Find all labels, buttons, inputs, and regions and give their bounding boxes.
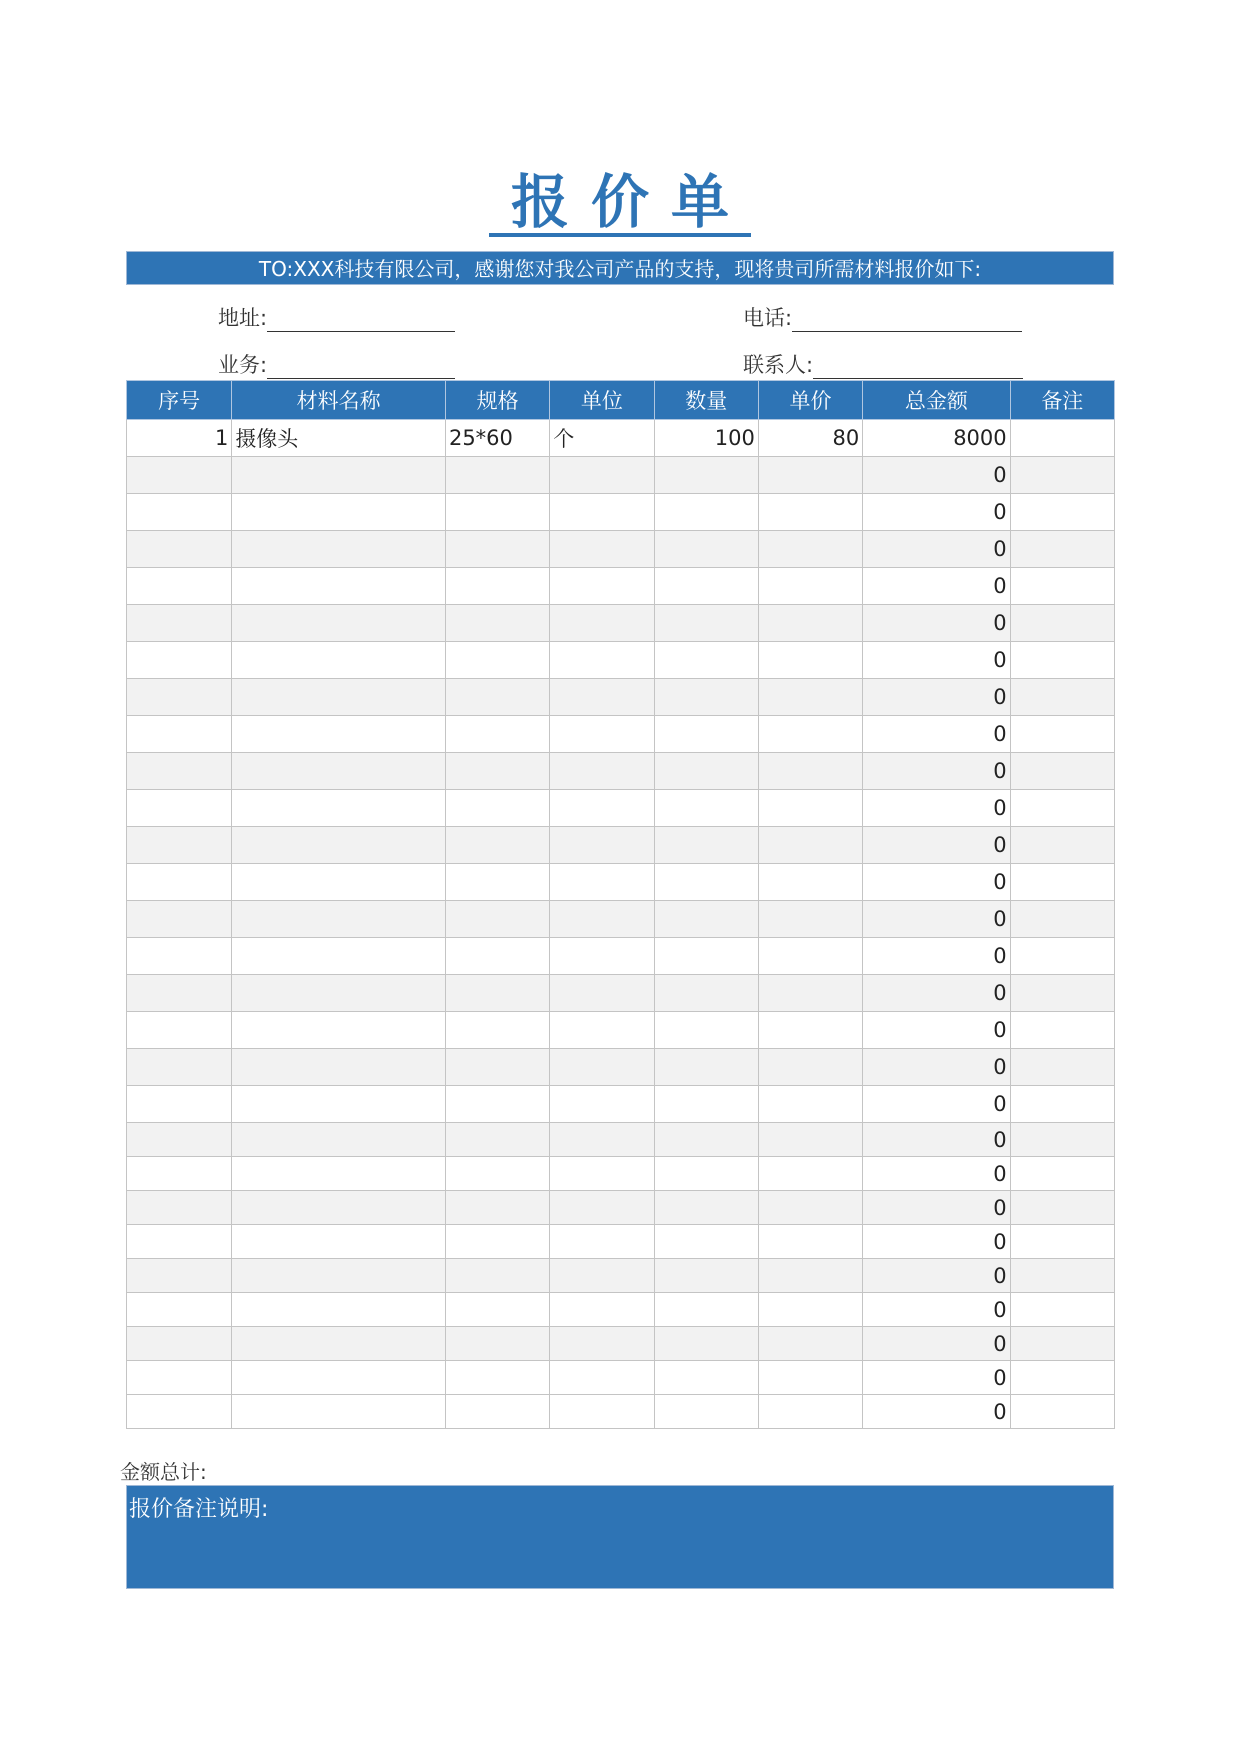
cell-spec[interactable] — [445, 1086, 549, 1123]
business-field[interactable] — [218, 349, 455, 379]
header-price: 单价 — [758, 381, 862, 420]
address-blank[interactable] — [267, 309, 455, 332]
table-row — [127, 1293, 1115, 1327]
cell-seq[interactable] — [127, 753, 232, 790]
table-row — [127, 1259, 1115, 1293]
cell-total[interactable]: 0 — [863, 531, 1010, 568]
cell-price[interactable] — [758, 716, 862, 753]
cell-seq[interactable] — [127, 716, 232, 753]
cell-name[interactable] — [232, 605, 446, 642]
cell-total[interactable]: 0 — [863, 457, 1010, 494]
table-row — [127, 753, 1115, 790]
cell-spec[interactable] — [445, 1361, 549, 1395]
cell-price[interactable] — [758, 1225, 862, 1259]
cell-qty[interactable] — [654, 1327, 758, 1361]
cell-name[interactable] — [232, 494, 446, 531]
cell-price[interactable] — [758, 864, 862, 901]
cell-unit[interactable] — [550, 1293, 654, 1327]
cell-unit[interactable] — [550, 827, 654, 864]
cell-qty[interactable] — [654, 1123, 758, 1157]
cell-spec[interactable] — [445, 827, 549, 864]
quote-notes-label: 报价备注说明: — [129, 1497, 269, 1522]
cell-spec[interactable] — [445, 457, 549, 494]
cell-seq[interactable] — [127, 1086, 232, 1123]
phone-label: 电话: — [743, 306, 793, 330]
cell-name[interactable] — [232, 568, 446, 605]
cell-note[interactable] — [1010, 1293, 1114, 1327]
cell-total[interactable]: 0 — [863, 864, 1010, 901]
cell-unit[interactable] — [550, 1049, 654, 1086]
cell-name[interactable] — [232, 975, 446, 1012]
cell-spec[interactable] — [445, 1191, 549, 1225]
cell-name[interactable] — [232, 716, 446, 753]
cell-name[interactable] — [232, 1225, 446, 1259]
cell-note[interactable] — [1010, 1225, 1114, 1259]
cell-spec[interactable] — [445, 975, 549, 1012]
cell-qty[interactable] — [654, 679, 758, 716]
table-row — [127, 1157, 1115, 1191]
cell-seq[interactable] — [127, 642, 232, 679]
cell-name[interactable] — [232, 642, 446, 679]
cell-unit[interactable] — [550, 1225, 654, 1259]
cell-name[interactable] — [232, 1259, 446, 1293]
table-row — [127, 568, 1115, 605]
cell-note[interactable] — [1010, 1049, 1114, 1086]
business-label: 业务: — [218, 353, 268, 377]
cell-note[interactable] — [1010, 864, 1114, 901]
cell-total[interactable]: 0 — [863, 679, 1010, 716]
cell-qty[interactable] — [654, 1086, 758, 1123]
cell-name[interactable] — [232, 1293, 446, 1327]
cell-seq[interactable] — [127, 1225, 232, 1259]
cell-name[interactable] — [232, 1361, 446, 1395]
cell-seq[interactable] — [127, 975, 232, 1012]
cell-spec[interactable] — [445, 864, 549, 901]
cell-seq[interactable] — [127, 1395, 232, 1429]
cell-spec[interactable] — [445, 1293, 549, 1327]
cell-price[interactable] — [758, 605, 862, 642]
cell-unit[interactable] — [550, 494, 654, 531]
cell-price[interactable] — [758, 790, 862, 827]
cell-qty[interactable] — [654, 642, 758, 679]
cell-unit[interactable] — [550, 716, 654, 753]
cell-note[interactable] — [1010, 827, 1114, 864]
cell-qty[interactable] — [654, 1012, 758, 1049]
cell-name[interactable] — [232, 679, 446, 716]
cell-note[interactable] — [1010, 1395, 1114, 1429]
cell-total[interactable]: 0 — [863, 1123, 1010, 1157]
cell-price[interactable] — [758, 494, 862, 531]
cell-spec[interactable] — [445, 1395, 549, 1429]
header-spec: 规格 — [445, 381, 549, 420]
cell-price[interactable] — [758, 1086, 862, 1123]
table-row — [127, 938, 1115, 975]
cell-note[interactable] — [1010, 457, 1114, 494]
cell-price[interactable] — [758, 753, 862, 790]
cell-seq[interactable] — [127, 1361, 232, 1395]
cell-note[interactable] — [1010, 901, 1114, 938]
table-row — [127, 605, 1115, 642]
cell-name[interactable] — [232, 1395, 446, 1429]
cell-name[interactable] — [232, 457, 446, 494]
cell-seq[interactable] — [127, 1012, 232, 1049]
quote-notes[interactable] — [126, 1485, 1114, 1589]
cell-qty[interactable] — [654, 1049, 758, 1086]
cell-qty[interactable] — [654, 1293, 758, 1327]
table-row — [127, 1049, 1115, 1086]
cell-total[interactable]: 0 — [863, 975, 1010, 1012]
cell-note[interactable] — [1010, 975, 1114, 1012]
cell-qty[interactable] — [654, 901, 758, 938]
cell-note[interactable] — [1010, 494, 1114, 531]
cell-total[interactable]: 0 — [863, 1157, 1010, 1191]
table-row — [127, 790, 1115, 827]
table-header-row — [127, 381, 1115, 420]
phone-field[interactable] — [743, 302, 1022, 332]
cell-qty[interactable] — [654, 457, 758, 494]
cell-spec[interactable] — [445, 605, 549, 642]
table-row — [127, 679, 1115, 716]
cell-seq[interactable] — [127, 1049, 232, 1086]
cell-name[interactable] — [232, 790, 446, 827]
address-label: 地址: — [218, 306, 268, 330]
cell-qty[interactable] — [654, 605, 758, 642]
cell-unit[interactable] — [550, 531, 654, 568]
contact-label: 联系人: — [743, 353, 814, 377]
cell-name[interactable] — [232, 1049, 446, 1086]
cell-qty[interactable] — [654, 1361, 758, 1395]
cell-price[interactable] — [758, 679, 862, 716]
cell-qty[interactable] — [654, 531, 758, 568]
cell-spec[interactable] — [445, 679, 549, 716]
cell-name[interactable] — [232, 827, 446, 864]
cell-unit[interactable] — [550, 864, 654, 901]
cell-spec[interactable]: 25*60 — [445, 420, 549, 457]
cell-unit[interactable] — [550, 1361, 654, 1395]
cell-note[interactable] — [1010, 716, 1114, 753]
cell-unit[interactable] — [550, 753, 654, 790]
page-title: 报价单 — [0, 168, 1240, 240]
table-row — [127, 1191, 1115, 1225]
grand-total-label: 金额总计: — [120, 1460, 207, 1484]
cell-total[interactable]: 0 — [863, 1225, 1010, 1259]
table-row — [127, 901, 1115, 938]
contact-blank[interactable] — [813, 356, 1023, 379]
cell-seq[interactable] — [127, 901, 232, 938]
cell-qty[interactable] — [654, 827, 758, 864]
table-row — [127, 827, 1115, 864]
cell-unit[interactable] — [550, 642, 654, 679]
cell-note[interactable] — [1010, 790, 1114, 827]
cell-spec[interactable] — [445, 1012, 549, 1049]
cell-unit[interactable]: 个 — [550, 420, 654, 457]
cell-price[interactable] — [758, 1293, 862, 1327]
cell-spec[interactable] — [445, 790, 549, 827]
cell-unit[interactable] — [550, 1123, 654, 1157]
cell-seq[interactable] — [127, 1293, 232, 1327]
cell-total[interactable]: 0 — [863, 605, 1010, 642]
cell-spec[interactable] — [445, 1259, 549, 1293]
cell-price[interactable] — [758, 827, 862, 864]
table-row — [127, 642, 1115, 679]
cell-unit[interactable] — [550, 1012, 654, 1049]
cell-qty[interactable] — [654, 1191, 758, 1225]
header-unit: 单位 — [550, 381, 654, 420]
cell-spec[interactable] — [445, 716, 549, 753]
cell-total[interactable]: 0 — [863, 1327, 1010, 1361]
cell-seq[interactable] — [127, 457, 232, 494]
cell-price[interactable] — [758, 1361, 862, 1395]
cell-unit[interactable] — [550, 938, 654, 975]
cell-qty[interactable] — [654, 1157, 758, 1191]
cell-seq[interactable] — [127, 864, 232, 901]
cell-name[interactable] — [232, 938, 446, 975]
cell-qty[interactable] — [654, 1395, 758, 1429]
cell-note[interactable] — [1010, 679, 1114, 716]
cell-price[interactable] — [758, 1327, 862, 1361]
cell-total[interactable]: 0 — [863, 1012, 1010, 1049]
cell-total[interactable]: 8000 — [863, 420, 1010, 457]
cell-total[interactable]: 0 — [863, 1191, 1010, 1225]
cell-price[interactable] — [758, 975, 862, 1012]
cell-price[interactable] — [758, 457, 862, 494]
cell-qty[interactable] — [654, 753, 758, 790]
cell-spec[interactable] — [445, 494, 549, 531]
table-row — [127, 1225, 1115, 1259]
cell-unit[interactable] — [550, 679, 654, 716]
cell-name[interactable] — [232, 1191, 446, 1225]
cell-total[interactable]: 0 — [863, 827, 1010, 864]
header-name: 材料名称 — [232, 381, 446, 420]
cell-seq[interactable] — [127, 1327, 232, 1361]
cell-price[interactable] — [758, 1395, 862, 1429]
cell-price[interactable]: 80 — [758, 420, 862, 457]
cell-spec[interactable] — [445, 1049, 549, 1086]
cell-qty[interactable] — [654, 864, 758, 901]
cell-qty[interactable] — [654, 716, 758, 753]
phone-blank[interactable] — [792, 309, 1022, 332]
cell-price[interactable] — [758, 1191, 862, 1225]
cell-seq[interactable] — [127, 827, 232, 864]
cell-price[interactable] — [758, 642, 862, 679]
cell-note[interactable] — [1010, 605, 1114, 642]
header-seq: 序号 — [127, 381, 232, 420]
header-total: 总金额 — [863, 381, 1010, 420]
cell-total[interactable]: 0 — [863, 494, 1010, 531]
cell-unit[interactable] — [550, 975, 654, 1012]
cell-name[interactable] — [232, 1157, 446, 1191]
cell-qty[interactable] — [654, 494, 758, 531]
cell-total[interactable]: 0 — [863, 716, 1010, 753]
cell-price[interactable] — [758, 901, 862, 938]
cell-spec[interactable] — [445, 753, 549, 790]
cell-note[interactable] — [1010, 938, 1114, 975]
cell-note[interactable] — [1010, 753, 1114, 790]
cell-unit[interactable] — [550, 1327, 654, 1361]
cell-unit[interactable] — [550, 1395, 654, 1429]
cell-seq[interactable]: 1 — [127, 420, 232, 457]
cell-qty[interactable] — [654, 1225, 758, 1259]
cell-qty[interactable]: 100 — [654, 420, 758, 457]
cell-total[interactable]: 0 — [863, 642, 1010, 679]
cell-unit[interactable] — [550, 605, 654, 642]
table-row — [127, 975, 1115, 1012]
cell-price[interactable] — [758, 568, 862, 605]
cell-note[interactable] — [1010, 420, 1114, 457]
cell-total[interactable]: 0 — [863, 1361, 1010, 1395]
cell-seq[interactable] — [127, 568, 232, 605]
table-row — [127, 1123, 1115, 1157]
cell-note[interactable] — [1010, 1086, 1114, 1123]
cell-note[interactable] — [1010, 1191, 1114, 1225]
cell-name[interactable] — [232, 864, 446, 901]
cell-spec[interactable] — [445, 901, 549, 938]
cell-unit[interactable] — [550, 1157, 654, 1191]
cell-price[interactable] — [758, 1123, 862, 1157]
cell-unit[interactable] — [550, 1259, 654, 1293]
cell-name[interactable]: 摄像头 — [232, 420, 446, 457]
cell-seq[interactable] — [127, 605, 232, 642]
cell-spec[interactable] — [445, 1157, 549, 1191]
table-row — [127, 864, 1115, 901]
cell-price[interactable] — [758, 1049, 862, 1086]
cell-note[interactable] — [1010, 1012, 1114, 1049]
table-row — [127, 1086, 1115, 1123]
cell-note[interactable] — [1010, 531, 1114, 568]
cell-note[interactable] — [1010, 1259, 1114, 1293]
cell-note[interactable] — [1010, 1123, 1114, 1157]
cell-name[interactable] — [232, 901, 446, 938]
header-qty: 数量 — [654, 381, 758, 420]
cell-spec[interactable] — [445, 1225, 549, 1259]
cell-price[interactable] — [758, 531, 862, 568]
cell-name[interactable] — [232, 1327, 446, 1361]
cell-unit[interactable] — [550, 1191, 654, 1225]
cell-total[interactable]: 0 — [863, 1293, 1010, 1327]
cell-name[interactable] — [232, 1123, 446, 1157]
cell-seq[interactable] — [127, 790, 232, 827]
table-row — [127, 1012, 1115, 1049]
cell-qty[interactable] — [654, 938, 758, 975]
cell-unit[interactable] — [550, 790, 654, 827]
cell-seq[interactable] — [127, 938, 232, 975]
cell-seq[interactable] — [127, 1157, 232, 1191]
cell-seq[interactable] — [127, 1259, 232, 1293]
cell-name[interactable] — [232, 531, 446, 568]
table-row — [127, 1327, 1115, 1361]
cell-price[interactable] — [758, 1012, 862, 1049]
table-row — [127, 716, 1115, 753]
cell-qty[interactable] — [654, 790, 758, 827]
table-row — [127, 1361, 1115, 1395]
cell-total[interactable]: 0 — [863, 938, 1010, 975]
table-row — [127, 531, 1115, 568]
cell-unit[interactable] — [550, 568, 654, 605]
cell-total[interactable]: 0 — [863, 753, 1010, 790]
header-note: 备注 — [1010, 381, 1114, 420]
cell-spec[interactable] — [445, 568, 549, 605]
cell-spec[interactable] — [445, 938, 549, 975]
cell-seq[interactable] — [127, 1191, 232, 1225]
cell-spec[interactable] — [445, 1327, 549, 1361]
cell-note[interactable] — [1010, 1157, 1114, 1191]
cell-spec[interactable] — [445, 531, 549, 568]
cell-total[interactable]: 0 — [863, 568, 1010, 605]
cell-spec[interactable] — [445, 642, 549, 679]
cell-note[interactable] — [1010, 1361, 1114, 1395]
cell-note[interactable] — [1010, 568, 1114, 605]
address-field[interactable] — [218, 302, 455, 332]
cell-seq[interactable] — [127, 494, 232, 531]
cell-name[interactable] — [232, 753, 446, 790]
greeting-banner: TO:XXX科技有限公司，感谢您对我公司产品的支持，现将贵司所需材料报价如下: — [126, 251, 1114, 285]
cell-unit[interactable] — [550, 1086, 654, 1123]
cell-note[interactable] — [1010, 642, 1114, 679]
cell-price[interactable] — [758, 938, 862, 975]
table-body — [127, 420, 1115, 1429]
quote-table — [126, 380, 1115, 1429]
cell-qty[interactable] — [654, 1259, 758, 1293]
business-blank[interactable] — [267, 356, 455, 379]
table-row — [127, 420, 1115, 457]
cell-name[interactable] — [232, 1086, 446, 1123]
table-row — [127, 494, 1115, 531]
cell-total[interactable]: 0 — [863, 790, 1010, 827]
table-row — [127, 457, 1115, 494]
cell-seq[interactable] — [127, 679, 232, 716]
grand-total-row — [127, 1395, 1115, 1429]
grand-total-value[interactable]: 0 — [863, 1395, 1010, 1429]
cell-qty[interactable] — [654, 975, 758, 1012]
cell-total[interactable]: 0 — [863, 1086, 1010, 1123]
cell-seq[interactable] — [127, 1123, 232, 1157]
cell-total[interactable]: 0 — [863, 1049, 1010, 1086]
cell-total[interactable]: 0 — [863, 901, 1010, 938]
cell-price[interactable] — [758, 1157, 862, 1191]
cell-note[interactable] — [1010, 1327, 1114, 1361]
contact-field[interactable] — [743, 349, 1023, 379]
cell-name[interactable] — [232, 1012, 446, 1049]
cell-unit[interactable] — [550, 901, 654, 938]
cell-total[interactable]: 0 — [863, 1259, 1010, 1293]
cell-unit[interactable] — [550, 457, 654, 494]
cell-seq[interactable] — [127, 531, 232, 568]
cell-price[interactable] — [758, 1259, 862, 1293]
cell-qty[interactable] — [654, 568, 758, 605]
cell-spec[interactable] — [445, 1123, 549, 1157]
